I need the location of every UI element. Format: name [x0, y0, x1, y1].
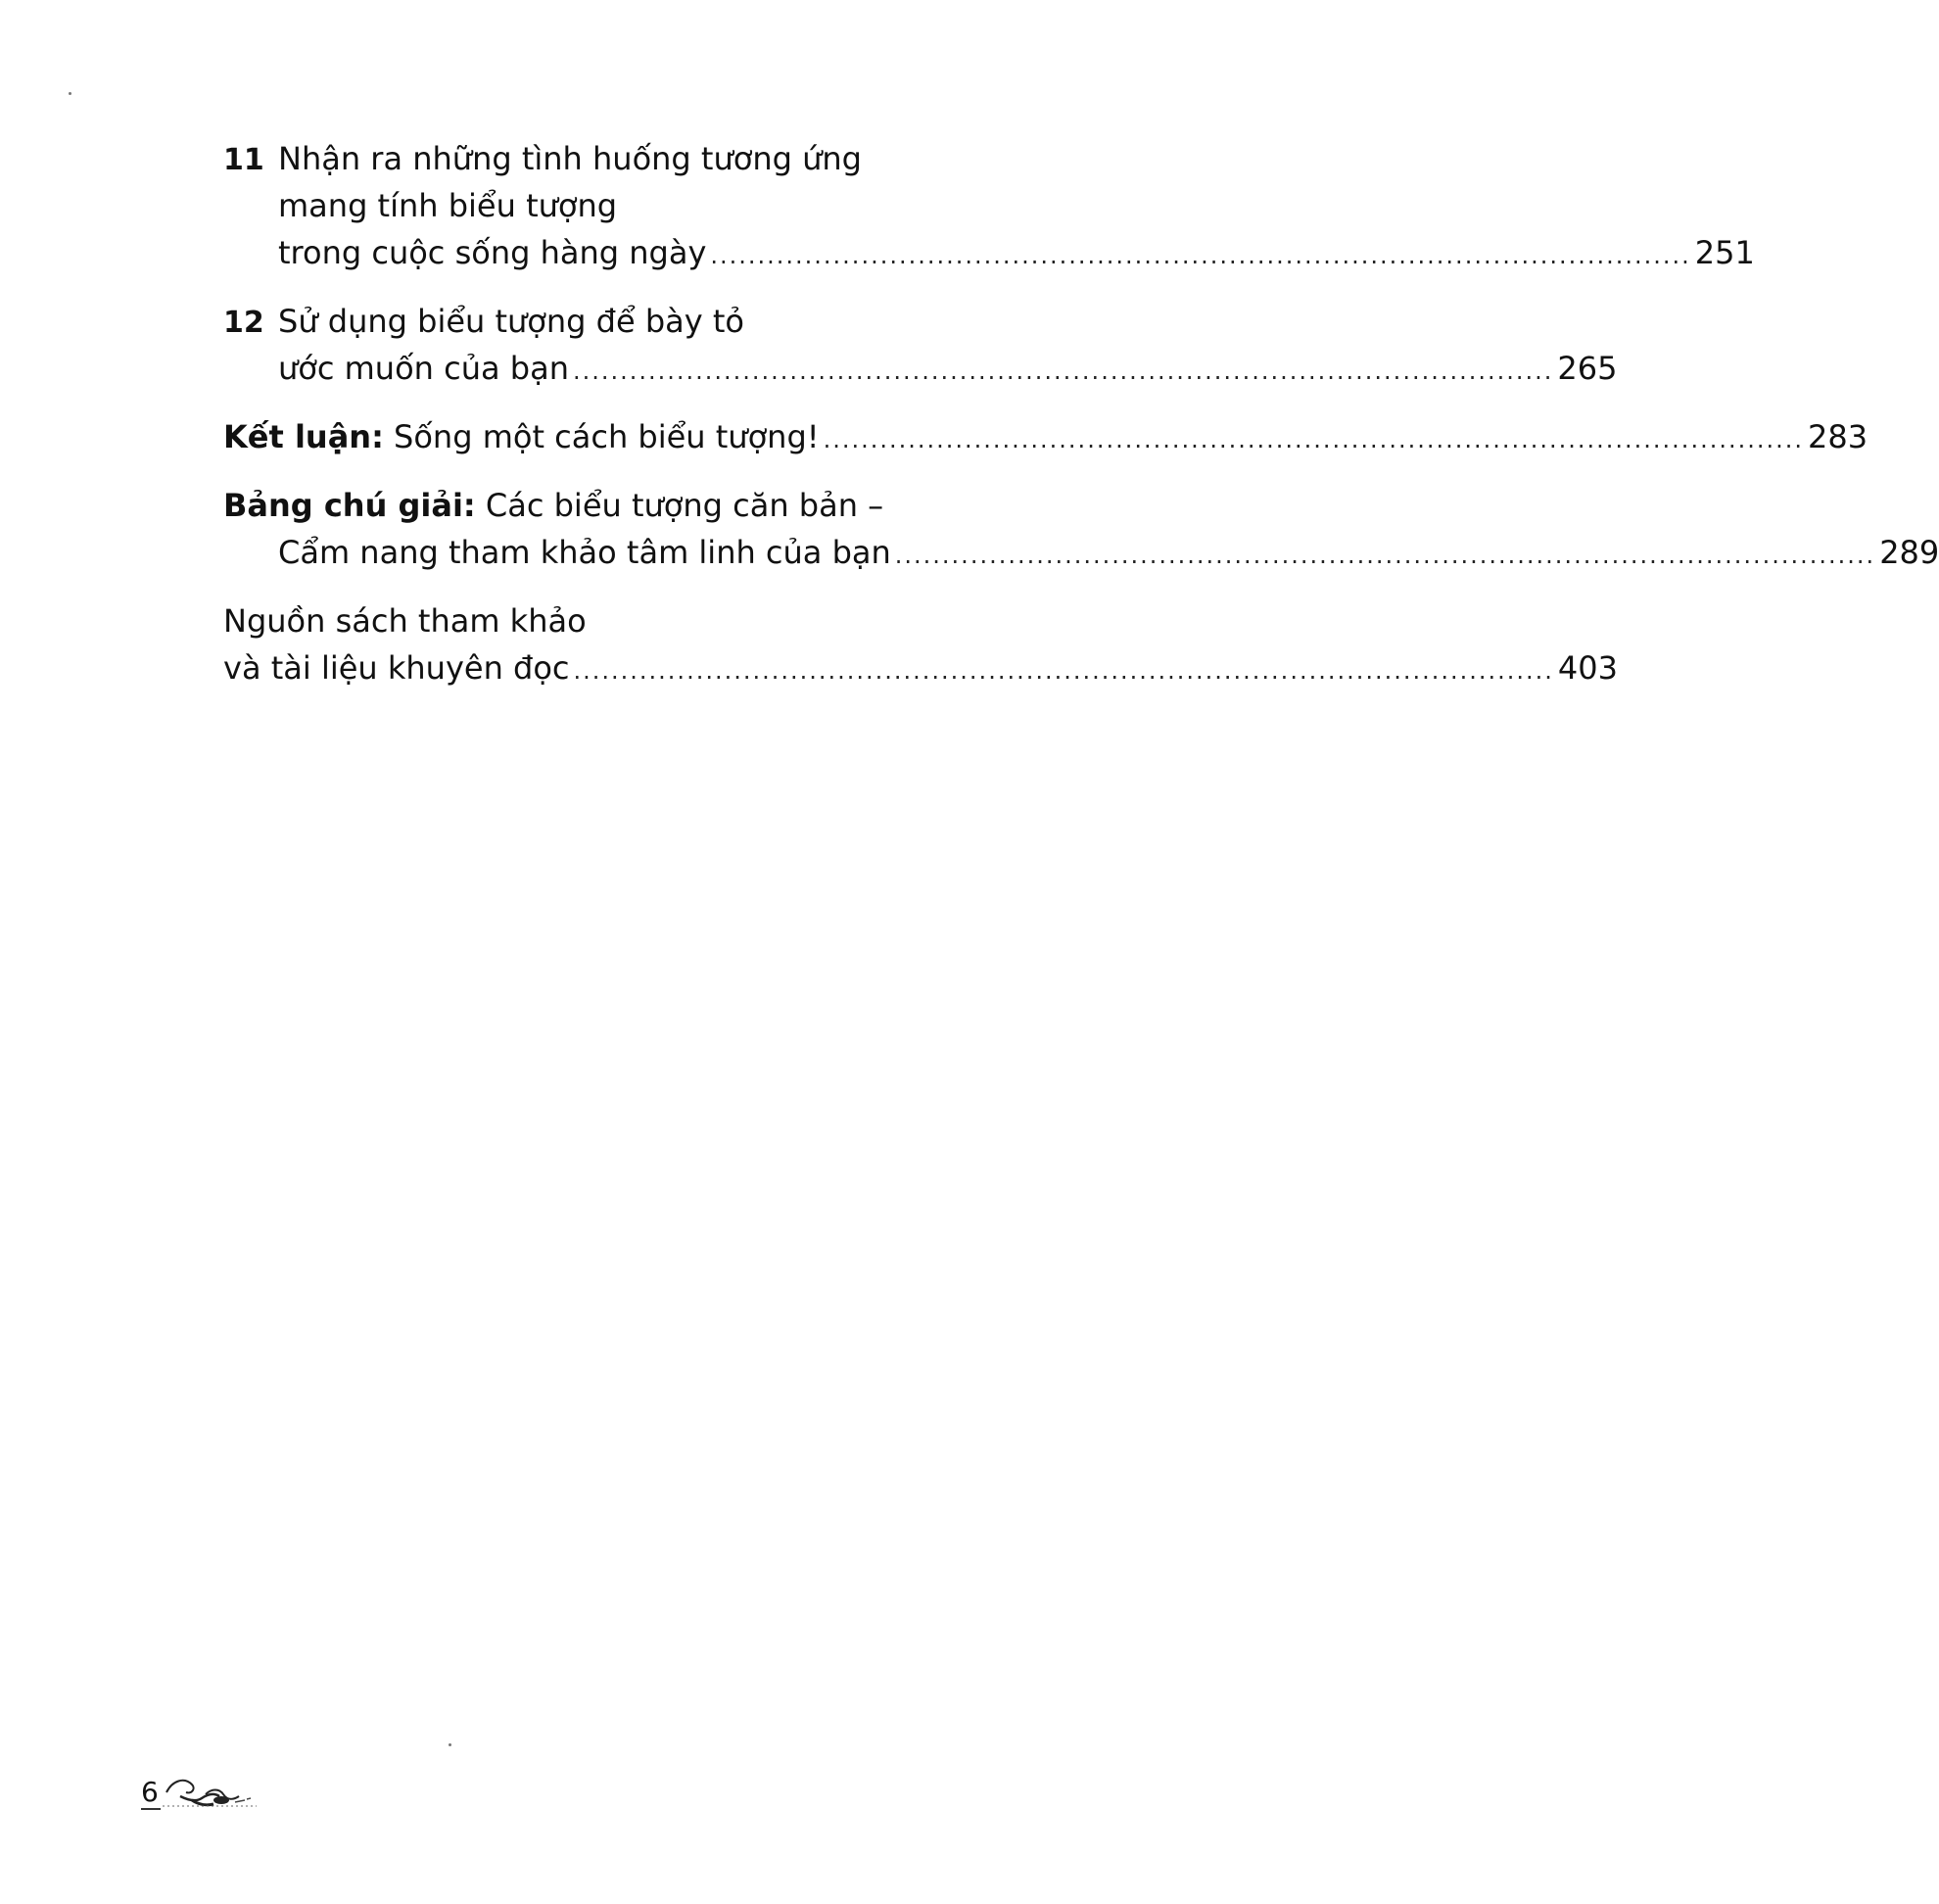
- toc-entry-11: [223, 135, 1755, 276]
- paper-speck: [69, 92, 71, 95]
- chapter-title-line: ước muốn của bạn: [278, 350, 569, 387]
- page-reference: 265: [1557, 350, 1618, 387]
- page-reference: 289: [1879, 534, 1939, 571]
- dot-leader: ........................................................................................................: [894, 542, 1876, 569]
- dot-leader: ........................................................................................................: [823, 426, 1804, 453]
- section-title-line: và tài liệu khuyên đọc: [223, 649, 570, 687]
- flourish-ornament-icon: [163, 1771, 264, 1810]
- section-title-line: Cẩm nang tham khảo tâm linh của bạn: [278, 534, 891, 571]
- section-title: Sống một cách biểu tượng!: [394, 418, 820, 455]
- page-reference: 283: [1807, 418, 1868, 455]
- chapter-number: 12: [223, 306, 264, 340]
- toc-entry-12: [223, 298, 1618, 392]
- toc-entry-references: [223, 597, 1618, 691]
- dot-leader: ........................................................................................................: [572, 357, 1554, 385]
- toc-entry-conclusion: [223, 413, 1868, 460]
- page-reference: 403: [1557, 649, 1618, 687]
- page-footer: [141, 1771, 264, 1810]
- paper-speck: [449, 1743, 451, 1746]
- chapter-number: 11: [223, 143, 264, 177]
- chapter-title-line: mang tính biểu tượng: [278, 187, 618, 224]
- section-label: Bảng chú giải:: [223, 487, 476, 524]
- dot-leader: ........................................................................................................: [710, 242, 1691, 269]
- chapter-title-line: trong cuộc sống hàng ngày: [278, 234, 707, 271]
- chapter-title-line: Nhận ra những tình huống tương ứng: [278, 140, 862, 177]
- page-reference: 251: [1694, 234, 1755, 271]
- dot-leader: ........................................................................................................: [573, 657, 1554, 685]
- page-number: 6: [141, 1776, 159, 1808]
- chapter-title-line: Sử dụng biểu tượng để bày tỏ: [278, 303, 744, 340]
- section-title-line: Các biểu tượng căn bản –: [485, 487, 884, 524]
- section-title-line: Nguồn sách tham khảo: [223, 602, 587, 640]
- section-label: Kết luận:: [223, 418, 384, 455]
- toc-entry-glossary: [223, 482, 1939, 576]
- table-of-contents: [223, 135, 1939, 713]
